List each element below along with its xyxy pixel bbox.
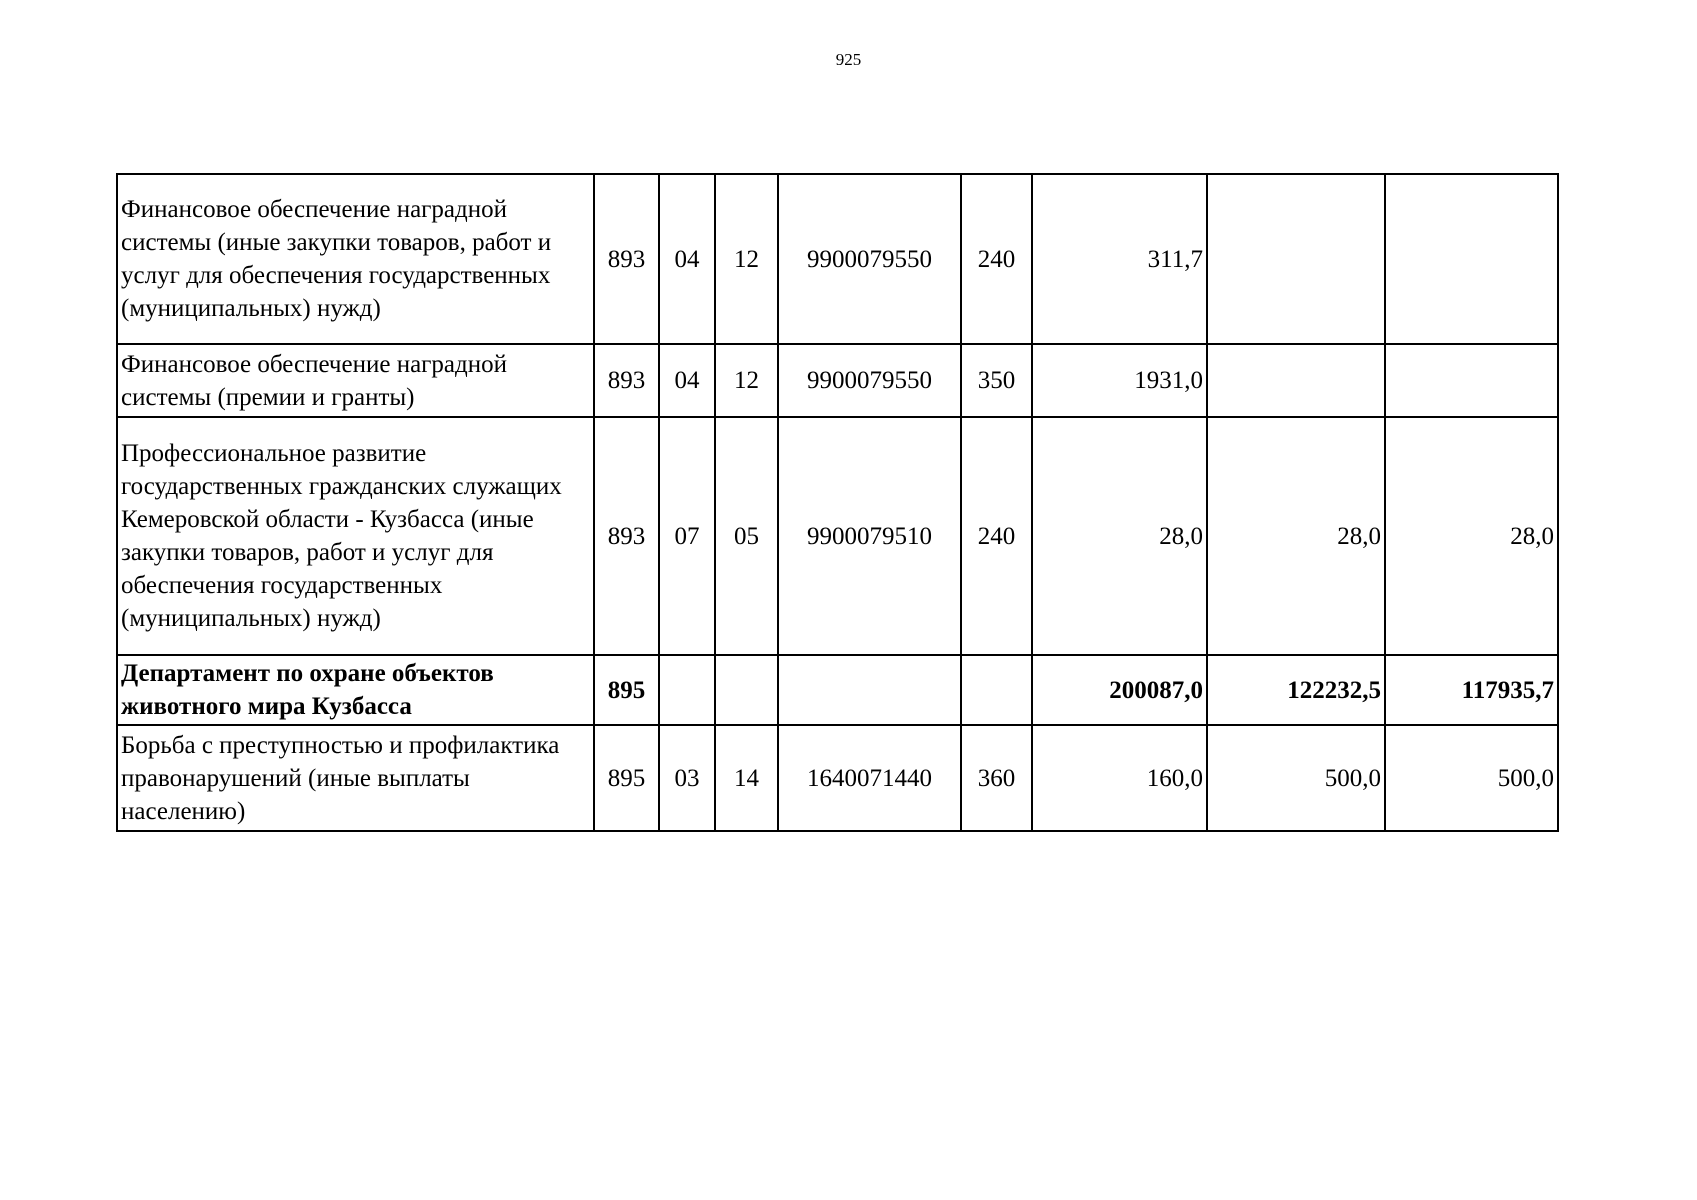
target-article-code: 9900079550 (778, 174, 961, 344)
table-row (117, 344, 1558, 417)
expense-type-code: 240 (961, 174, 1032, 344)
target-article-code: 9900079550 (778, 344, 961, 417)
section-code: 03 (659, 725, 715, 831)
table-row (117, 725, 1558, 831)
budget-table (116, 173, 1559, 832)
row-name: Борьба с преступностью и профилактика правонарушений (иные выплаты населению) (117, 725, 594, 831)
amount-year-2: 28,0 (1207, 417, 1385, 655)
amount-year-1: 200087,0 (1032, 655, 1207, 725)
amount-year-3: 28,0 (1385, 417, 1558, 655)
subsection-code: 14 (715, 725, 778, 831)
dept-code: 895 (594, 655, 659, 725)
subsection-code: 12 (715, 344, 778, 417)
expense-type-code: 240 (961, 417, 1032, 655)
dept-code: 895 (594, 725, 659, 831)
expense-type-code: 360 (961, 725, 1032, 831)
table-row (117, 417, 1558, 655)
amount-year-1: 1931,0 (1032, 344, 1207, 417)
subsection-code: 05 (715, 417, 778, 655)
amount-year-3 (1385, 174, 1558, 344)
target-article-code: 9900079510 (778, 417, 961, 655)
amount-year-3: 500,0 (1385, 725, 1558, 831)
table-row-department-total (117, 655, 1558, 725)
dept-code: 893 (594, 174, 659, 344)
page-number: 925 (835, 50, 862, 69)
subsection-code (715, 655, 778, 725)
amount-year-1: 28,0 (1032, 417, 1207, 655)
amount-year-3: 117935,7 (1385, 655, 1558, 725)
row-name: Финансовое обеспечение наградной системы (премии и гранты) (117, 344, 594, 417)
amount-year-3 (1385, 344, 1558, 417)
row-name: Профессиональное развитие государственных гражданских служащих Кемеровской области - Кузбасса (иные закупки товаров, работ и услуг для обеспечения государственных (муниципальных) нужд) (117, 417, 594, 655)
amount-year-2: 122232,5 (1207, 655, 1385, 725)
section-code: 07 (659, 417, 715, 655)
subsection-code: 12 (715, 174, 778, 344)
expense-type-code: 350 (961, 344, 1032, 417)
row-name: Департамент по охране объектов животного мира Кузбасса (117, 655, 594, 725)
target-article-code: 1640071440 (778, 725, 961, 831)
section-code (659, 655, 715, 725)
table-row (117, 174, 1558, 344)
amount-year-2 (1207, 344, 1385, 417)
dept-code: 893 (594, 344, 659, 417)
amount-year-2 (1207, 174, 1385, 344)
dept-code: 893 (594, 417, 659, 655)
amount-year-1: 311,7 (1032, 174, 1207, 344)
amount-year-2: 500,0 (1207, 725, 1385, 831)
expense-type-code (961, 655, 1032, 725)
section-code: 04 (659, 174, 715, 344)
section-code: 04 (659, 344, 715, 417)
row-name: Финансовое обеспечение наградной системы (иные закупки товаров, работ и услуг для обеспечения государственных (муниципальных) нужд) (117, 174, 594, 344)
amount-year-1: 160,0 (1032, 725, 1207, 831)
target-article-code (778, 655, 961, 725)
